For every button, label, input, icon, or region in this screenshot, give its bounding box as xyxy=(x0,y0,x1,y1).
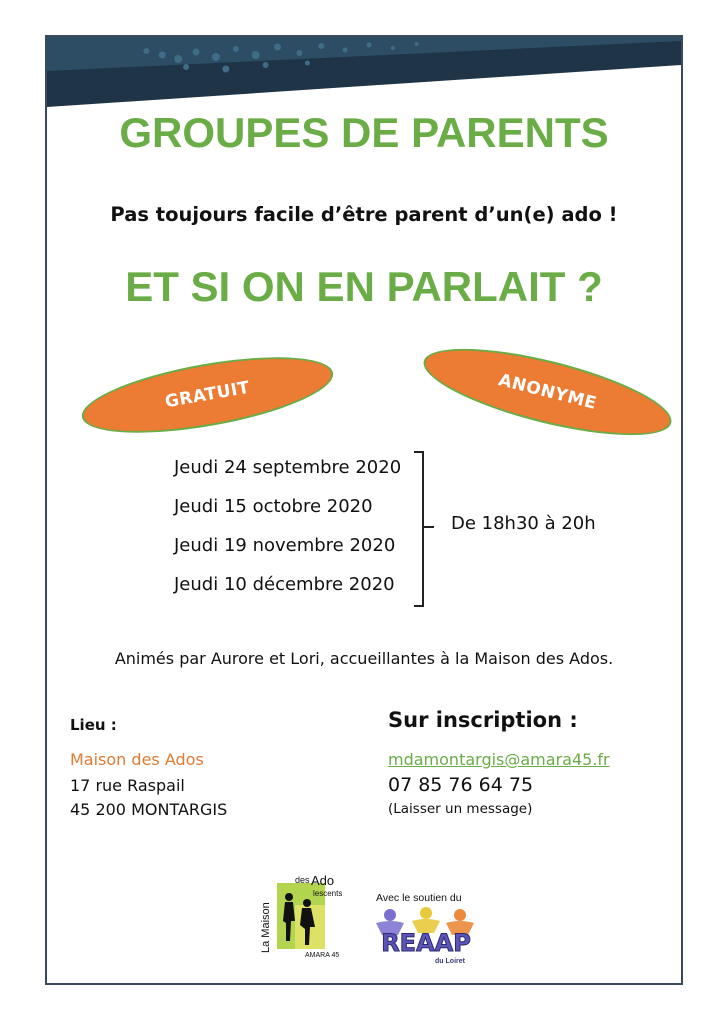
date-list xyxy=(174,453,401,609)
date-item: Jeudi 15 octobre 2020 xyxy=(174,496,373,517)
maison-des-ados-logo xyxy=(255,875,350,960)
mda-logo-text-1: La Maison xyxy=(260,902,272,953)
date-bracket-tick xyxy=(424,526,434,528)
registration-phone: 07 85 76 64 75 xyxy=(388,774,534,796)
location-city: 45 200 MONTARGIS xyxy=(70,800,228,819)
hosts-text: Animés par Aurore et Lori, accueillantes à la Maison des Ados. xyxy=(114,649,614,668)
tag-anonyme-label: ANONYME xyxy=(496,370,599,414)
registration-email-link[interactable]: mdamontargis@amara45.fr xyxy=(388,750,610,769)
tag-gratuit-label: GRATUIT xyxy=(163,377,252,413)
date-bracket xyxy=(414,451,424,607)
support-text: Avec le soutien du xyxy=(376,892,462,904)
date-item: Jeudi 24 septembre 2020 xyxy=(174,457,402,478)
poster-subtitle: Pas toujours facile d’être parent d’un(e) ado ! xyxy=(110,203,618,226)
reaap-logo-text: REAAP xyxy=(381,929,471,957)
tag-gratuit xyxy=(77,342,339,447)
mda-logo-text-4: lescents xyxy=(313,889,343,898)
reaap-logo-subtext: du Loiret xyxy=(435,958,465,965)
reaap-logo xyxy=(370,905,482,967)
poster-title: GROUPES DE PARENTS xyxy=(119,109,609,156)
date-item: Jeudi 10 décembre 2020 xyxy=(174,574,395,595)
poster-headline: ET SI ON EN PARLAIT ? xyxy=(125,263,603,310)
mda-logo-text-2: des xyxy=(295,875,310,885)
poster-frame xyxy=(45,35,683,985)
tag-anonyme xyxy=(416,331,678,453)
session-hours: De 18h30 à 20h xyxy=(451,513,596,534)
header-band xyxy=(47,37,681,107)
registration-title: Sur inscription : xyxy=(388,708,578,732)
date-item: Jeudi 19 novembre 2020 xyxy=(174,535,396,556)
location-label: Lieu : xyxy=(70,716,117,734)
mda-logo-text-5: AMARA 45 xyxy=(305,952,340,959)
registration-note: (Laisser un message) xyxy=(388,801,533,817)
location-name: Maison des Ados xyxy=(70,750,204,769)
mda-logo-text-3: Ado xyxy=(311,875,335,888)
location-street: 17 rue Raspail xyxy=(70,776,185,795)
